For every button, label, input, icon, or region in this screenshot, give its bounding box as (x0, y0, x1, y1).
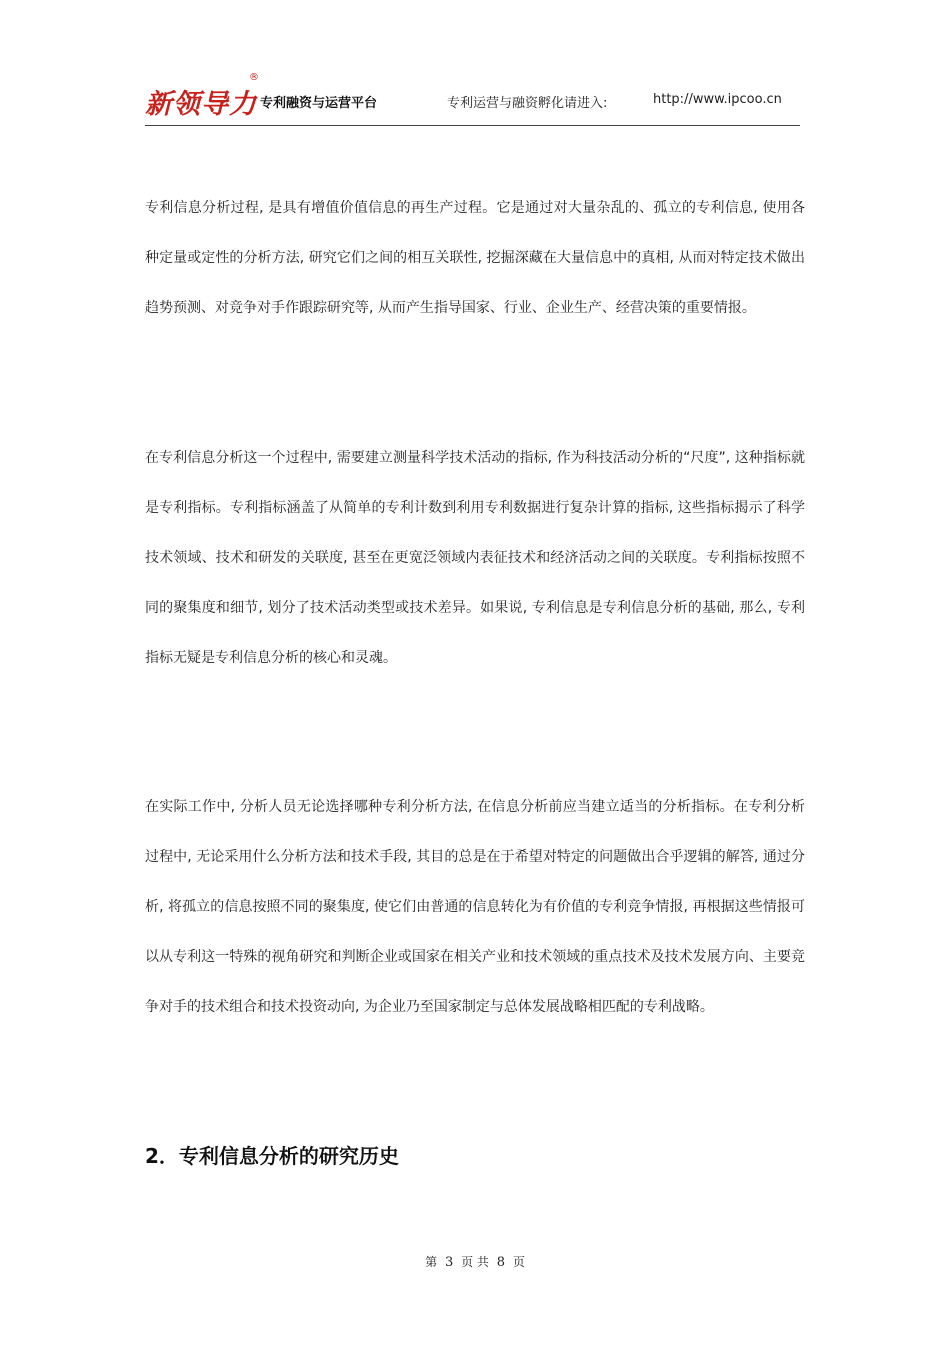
section-heading: 2．专利信息分析的研究历史 (145, 1144, 399, 1168)
footer-middle: 页 共 (461, 1255, 489, 1269)
footer-suffix: 页 (512, 1255, 525, 1269)
body-paragraph-1: 专利信息分析过程, 是具有增值价值信息的再生产过程。它是通过对大量杂乱的、孤立的专利信息, 使用各种定量或定性的分析方法, 研究它们之间的相互关联性, 挖掘深藏在大量信息中的真相, 从而对特定技术做出趋势预测、对竞争对手作跟踪研究等, 从而产生指导国家、行业、企业生产、经营决策的重要情报。 (145, 200, 805, 316)
footer-prefix: 第 (425, 1255, 438, 1269)
page-footer (0, 1253, 950, 1270)
registered-mark: ® (249, 72, 259, 83)
header-divider (145, 125, 800, 126)
body-paragraph-2: 在专利信息分析这一个过程中, 需要建立测量科学技术活动的指标, 作为科技活动分析的“尺度”, 这种指标就是专利指标。专利指标涵盖了从简单的专利计数到利用专利数据进行复杂计算的指标, 这些指标揭示了科学技术领域、技术和研发的关联度, 甚至在更宽泛领域内表征技术和经济活动之间的关联度。专利指标按照不同的聚集度和细节, 划分了技术活动类型或技术差异。如果说, 专利信息是专利信息分析的基础, 那么, 专利指标无疑是专利信息分析的核心和灵魂。 (145, 450, 805, 666)
header-prompt: 专利运营与融资孵化请进入: (447, 96, 608, 111)
platform-name: 专利融资与运营平台 (260, 96, 378, 111)
current-page-number: 3 (444, 1255, 454, 1270)
brand-logo: 新领导力 (145, 89, 257, 120)
header-url-link[interactable]: http://www.ipcoo.cn (653, 92, 782, 107)
total-pages-number: 8 (496, 1255, 506, 1270)
page-header (145, 70, 800, 128)
body-paragraph-3: 在实际工作中, 分析人员无论选择哪种专利分析方法, 在信息分析前应当建立适当的分析指标。在专利分析过程中, 无论采用什么分析方法和技术手段, 其目的总是在于希望对特定的问题做出合乎逻辑的解答, 通过分析, 将孤立的信息按照不同的聚集度, 使它们由普通的信息转化为有价值的专利竞争情报, 再根据这些情报可以从专利这一特殊的视角研究和判断企业或国家在相关产业和技术领域的重点技术及技术发展方向、主要竞争对手的技术组合和技术投资动向, 为企业乃至国家制定与总体发展战略相匹配的专利战略。 (145, 799, 805, 1015)
